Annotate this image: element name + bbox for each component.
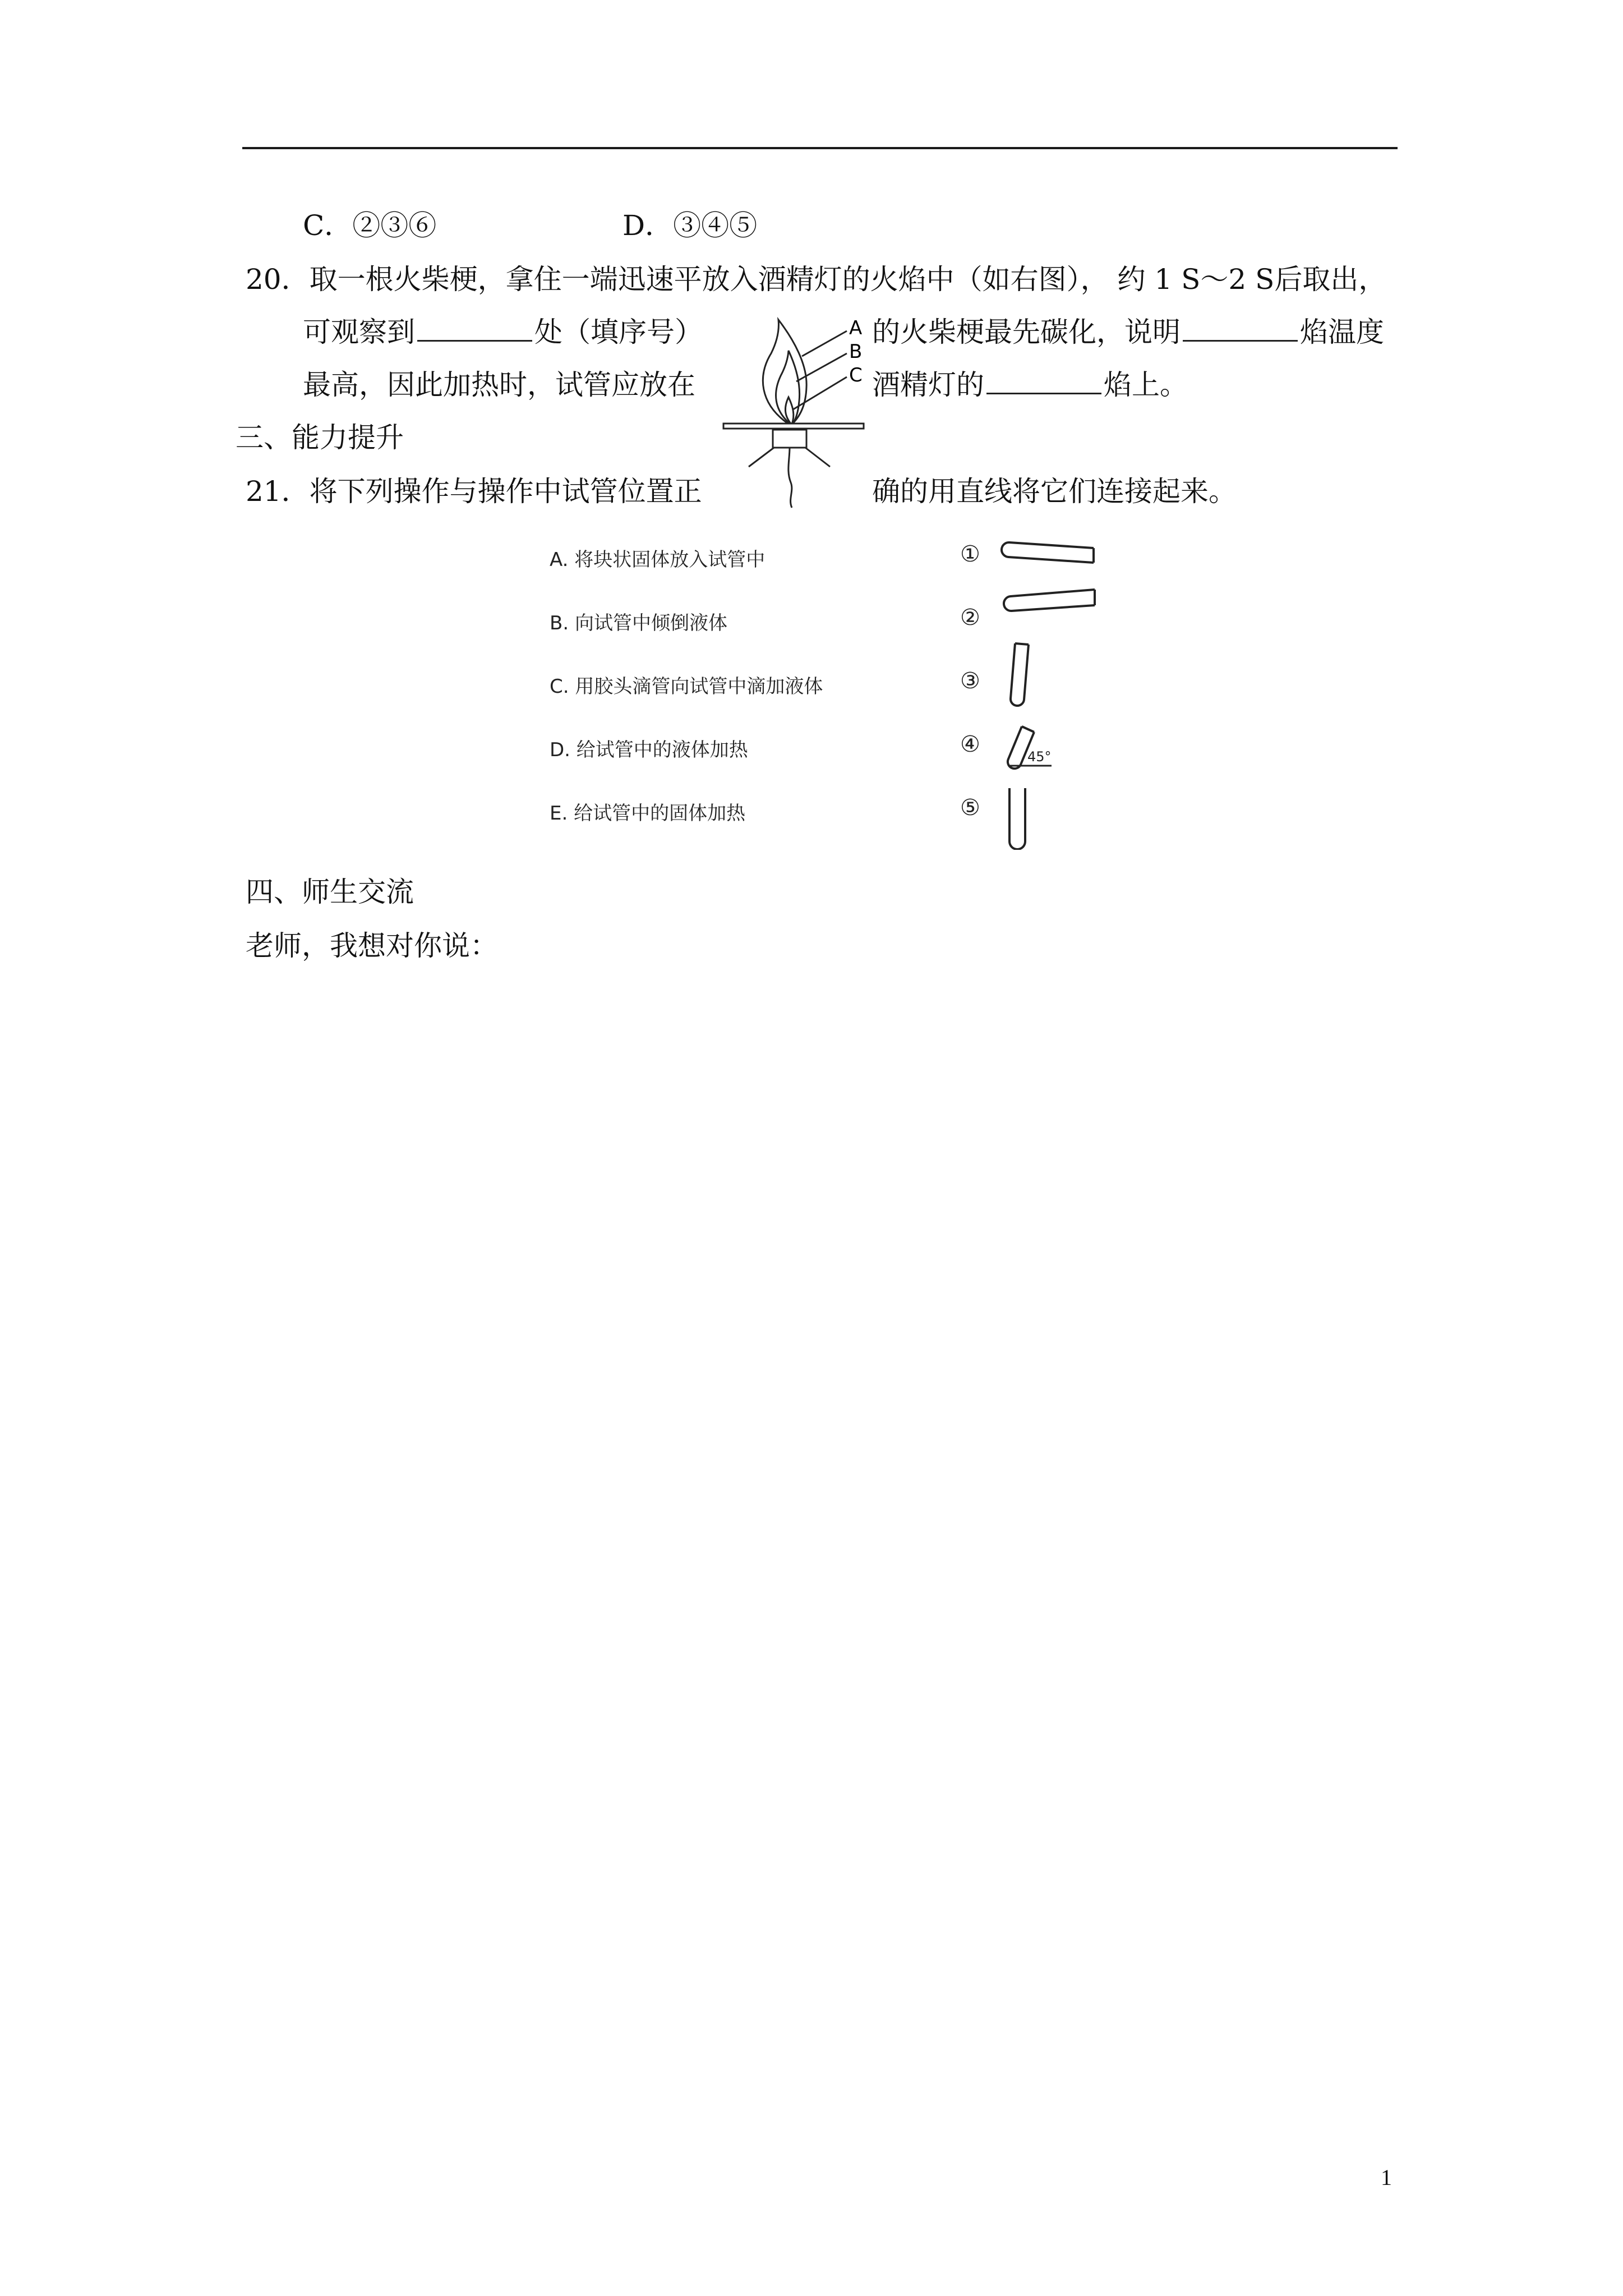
wick-holder-icon [773,430,806,448]
test-tube-5-icon [1009,788,1025,849]
q21-text-b: 确的用直线将它们连接起来。 [872,475,1237,508]
operation-e: E. 给试管中的固体加热 [550,802,746,825]
section-4-title: 四、师生交流 [246,876,414,908]
test-tube-2-icon [1004,590,1095,611]
option-d: D．③④⑤ [623,209,758,242]
angle-label: 45° [1027,749,1052,765]
wick-icon [789,448,792,508]
position-3: ③ [960,668,980,694]
q20-line2-c: 的火柴梗最先碳化，说明 [872,316,1181,348]
operation-a: A. 将块状固体放入试管中 [550,549,766,571]
test-tube-3-icon [1011,643,1029,706]
flame-label-a: A [849,317,863,339]
q20-line3-right [872,368,1188,402]
header-rule [242,147,1398,149]
inner-flame-icon [776,351,800,425]
answer-blank-2[interactable] [1183,315,1298,342]
q21-text-a: 21．将下列操作与操作中试管位置正 [246,475,702,508]
q20-line2-left [303,315,703,349]
test-tube-1-icon [1002,542,1094,563]
match-stick-icon [723,424,864,429]
answer-blank-1[interactable] [417,315,532,342]
operation-c: C. 用胶头滴管向试管中滴加液体 [550,675,823,698]
option-c: C．②③⑥ [303,209,437,242]
alcohol-lamp-diagram [718,314,869,539]
q20-line2-right [872,315,1384,349]
answer-blank-3[interactable] [986,368,1101,394]
operation-d: D. 给试管中的液体加热 [550,739,748,761]
test-tube-positions [998,536,1110,850]
q20-line3-c: 焰上。 [1104,369,1188,401]
operation-b: B. 向试管中倾倒液体 [550,612,727,634]
flame-label-b: B [849,341,863,363]
position-1: ① [960,541,980,567]
closing-line: 老师，我想对你说： [246,930,498,962]
flame-label-c: C [849,364,863,386]
position-4: ④ [960,731,980,757]
q20-line2-a: 可观察到 [303,316,415,348]
q20-line1: 20．取一根火柴梗，拿住一端迅速平放入酒精灯的火焰中（如右图）， 约 1 S～2 S后取出， [246,263,1387,296]
q20-line2-b: 处（填序号） [534,316,703,348]
q20-line2-d: 焰温度 [1300,316,1384,348]
q20-line3-a: 最高，因此加热时，试管应放在 [303,369,695,401]
position-5: ⑤ [960,795,980,821]
page-number: 1 [1381,2165,1392,2190]
section-3-title: 三、能力提升 [236,421,404,454]
q20-line3-b: 酒精灯的 [872,369,984,401]
position-2: ② [960,605,980,631]
